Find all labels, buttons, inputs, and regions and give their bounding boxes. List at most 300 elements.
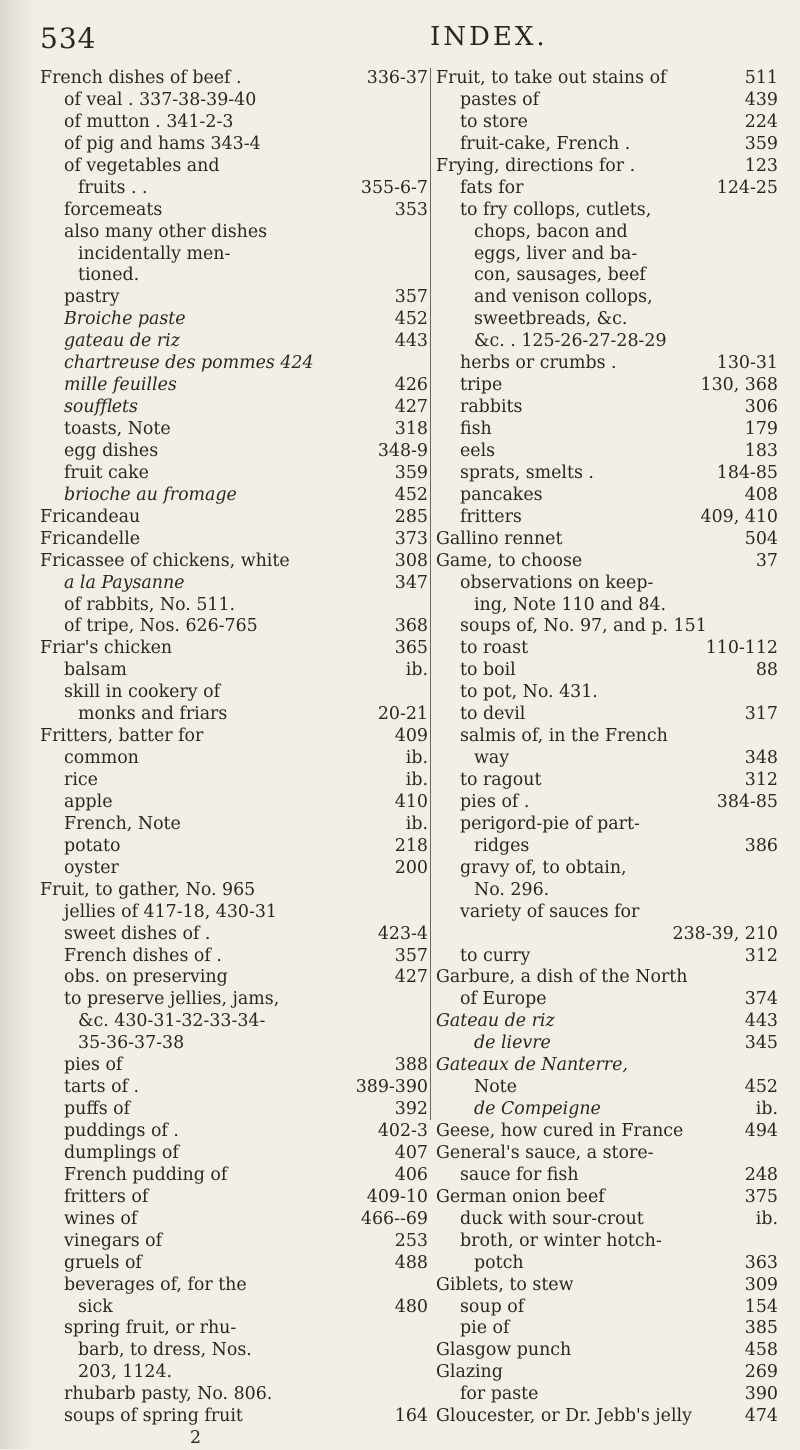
entry-text: &c. . 125-26-27-28-29 xyxy=(474,331,667,352)
entry-text: Fricandelle xyxy=(40,528,141,549)
entry-text: Note xyxy=(474,1077,517,1098)
index-entry xyxy=(436,1253,778,1275)
entry-text: eels xyxy=(460,440,496,461)
entry-text: gravy of, to obtain, xyxy=(460,857,627,878)
entry-text: &c. 430-31-32-33-34- xyxy=(78,1011,266,1032)
entry-text: fritters of xyxy=(64,1186,149,1207)
entry-page-ref: ib. xyxy=(405,770,428,790)
index-entry xyxy=(436,858,778,880)
index-entry xyxy=(436,902,778,924)
index-entry xyxy=(40,682,428,704)
index-entry xyxy=(40,792,428,814)
entry-page-ref: 504 xyxy=(744,528,778,549)
entry-page-ref: 427 xyxy=(394,967,428,988)
index-entry xyxy=(436,1143,778,1165)
index-entry xyxy=(436,1077,778,1099)
entry-text: soups of spring fruit xyxy=(64,1406,243,1427)
entry-text: jellies of 417-18, 430-31 xyxy=(64,901,278,922)
index-entry xyxy=(40,397,428,419)
entry-text: to pot, No. 431. xyxy=(460,682,598,703)
entry-text: chartreuse des pommes 424 xyxy=(64,353,314,374)
index-entry xyxy=(40,507,428,529)
entry-page-ref: 363 xyxy=(744,1252,778,1273)
index-entry xyxy=(436,1318,778,1340)
index-entry xyxy=(40,353,428,375)
index-entry xyxy=(436,946,778,968)
index-entry xyxy=(436,1406,778,1428)
entry-page-ref: 309 xyxy=(744,1274,778,1295)
entry-text: of pig and hams 343-4 xyxy=(64,133,261,154)
entry-page-ref: 443 xyxy=(744,1011,778,1032)
index-entry xyxy=(436,1297,778,1319)
entry-text: tripe xyxy=(460,375,503,396)
index-entry xyxy=(436,134,778,156)
entry-page-ref: 253 xyxy=(394,1230,428,1251)
entry-page-ref: 184-85 xyxy=(716,462,778,483)
index-entry xyxy=(436,463,778,485)
index-entry xyxy=(436,1055,778,1077)
entry-text: to ragout xyxy=(460,770,542,790)
entry-text: egg dishes xyxy=(64,440,159,461)
entry-text: pastes of xyxy=(460,89,540,110)
entry-text: for paste xyxy=(460,1384,539,1405)
index-entry xyxy=(40,1055,428,1077)
index-entry xyxy=(436,112,778,134)
index-entry xyxy=(436,375,778,397)
entry-page-ref: 423-4 xyxy=(377,923,428,944)
entry-text: mille feuilles xyxy=(64,375,177,396)
entry-text: obs. on preserving xyxy=(64,967,228,988)
entry-text: German onion beef xyxy=(436,1186,605,1207)
index-entry xyxy=(436,595,778,617)
index-entry xyxy=(40,989,428,1011)
entry-page-ref: 20-21 xyxy=(377,704,428,725)
entry-page-ref: ib. xyxy=(755,1099,778,1120)
entry-text: salmis of, in the French xyxy=(460,726,668,747)
entry-text: Gloucester, or Dr. Jebb's jelly xyxy=(436,1406,692,1427)
entry-page-ref: 408 xyxy=(744,484,778,505)
entry-text: tioned. xyxy=(78,265,140,286)
index-entry xyxy=(40,814,428,836)
index-entry xyxy=(40,419,428,441)
entry-page-ref: 355-6-7 xyxy=(360,177,428,198)
entry-page-ref: 130-31 xyxy=(716,353,778,374)
index-entry xyxy=(436,441,778,463)
index-entry xyxy=(40,1297,428,1319)
index-entry xyxy=(436,967,778,989)
entry-page-ref: 409, 410 xyxy=(700,506,778,527)
entry-text: fritters xyxy=(460,506,522,527)
entry-page-ref: 308 xyxy=(394,550,428,571)
entry-text: fish xyxy=(460,419,492,439)
index-entry xyxy=(436,1121,778,1143)
entry-text: Frying, directions for . xyxy=(436,155,636,176)
entry-page-ref: 410 xyxy=(394,791,428,812)
page-number: 534 xyxy=(40,22,97,55)
index-entry xyxy=(436,704,778,726)
entry-page-ref: 37 xyxy=(755,550,778,571)
entry-page-ref: 312 xyxy=(744,945,778,966)
column-divider xyxy=(430,68,431,1120)
entry-text: wines of xyxy=(64,1208,138,1229)
entry-text: to store xyxy=(460,111,528,132)
index-entry xyxy=(436,397,778,419)
index-entry xyxy=(40,1121,428,1143)
entry-page-ref: 348-9 xyxy=(377,440,428,461)
entry-text: of mutton . 341-2-3 xyxy=(64,111,234,132)
entry-page-ref: 317 xyxy=(744,704,778,725)
entry-text: monks and friars xyxy=(78,704,228,725)
entry-text: Glasgow punch xyxy=(436,1340,572,1361)
index-entry xyxy=(40,287,428,309)
entry-text: pies of xyxy=(64,1055,123,1076)
entry-text: French dishes of beef . xyxy=(40,68,242,88)
index-entry xyxy=(40,244,428,266)
entry-page-ref: 409 xyxy=(394,726,428,747)
index-entry xyxy=(436,924,778,946)
index-entry xyxy=(40,1406,428,1428)
entry-page-ref: 388 xyxy=(394,1055,428,1076)
entry-page-ref: 365 xyxy=(394,638,428,659)
entry-text: General's sauce, a store- xyxy=(436,1142,654,1163)
index-entry xyxy=(436,660,778,682)
entry-page-ref: 389-390 xyxy=(355,1077,428,1098)
entry-page-ref: 386 xyxy=(744,835,778,856)
index-entry xyxy=(40,836,428,858)
entry-text: of tripe, Nos. 626-765 xyxy=(64,616,258,637)
index-entry xyxy=(40,485,428,507)
entry-text: Game, to choose xyxy=(436,550,583,571)
entry-page-ref: 452 xyxy=(394,484,428,505)
entry-page-ref: 345 xyxy=(744,1033,778,1054)
index-entry xyxy=(40,573,428,595)
index-entry xyxy=(40,529,428,551)
index-entry xyxy=(40,1099,428,1121)
index-entry xyxy=(40,112,428,134)
entry-page-ref: 357 xyxy=(394,287,428,308)
entry-page-ref: 443 xyxy=(394,331,428,352)
entry-text: fruit-cake, French . xyxy=(460,133,631,154)
entry-text: variety of sauces for xyxy=(460,901,640,922)
entry-page-ref: 406 xyxy=(394,1164,428,1185)
index-entry xyxy=(40,90,428,112)
index-entry xyxy=(436,1340,778,1362)
index-entry xyxy=(436,178,778,200)
entry-text: eggs, liver and ba- xyxy=(474,243,638,264)
entry-text: gateau de riz xyxy=(64,331,180,352)
index-entry xyxy=(40,902,428,924)
entry-text: soup of xyxy=(460,1296,525,1317)
index-entry xyxy=(436,287,778,309)
index-entry xyxy=(40,68,428,90)
entry-page-ref: 357 xyxy=(394,945,428,966)
index-entry xyxy=(436,770,778,792)
entry-text: of veal . 337-38-39-40 xyxy=(64,89,257,110)
entry-page-ref: 474 xyxy=(744,1406,778,1427)
entry-text: ridges xyxy=(474,835,530,856)
index-entry xyxy=(40,1011,428,1033)
index-entry xyxy=(40,638,428,660)
index-entry xyxy=(436,244,778,266)
entry-text: to curry xyxy=(460,945,531,966)
page-edge-shadow xyxy=(0,0,36,1449)
entry-text: forcemeats xyxy=(64,199,163,220)
index-entry xyxy=(436,1384,778,1406)
index-entry xyxy=(436,573,778,595)
index-entry xyxy=(436,1033,778,1055)
entry-page-ref: 427 xyxy=(394,397,428,418)
index-entry xyxy=(40,200,428,222)
entry-text: toasts, Note xyxy=(64,419,171,439)
index-entry xyxy=(436,485,778,507)
entry-text: pancakes xyxy=(460,484,543,505)
index-entry xyxy=(436,1165,778,1187)
entry-text: potato xyxy=(64,835,121,856)
entry-text: oyster xyxy=(64,857,119,878)
entry-text: Fritters, batter for xyxy=(40,726,204,747)
entry-text: duck with sour-crout xyxy=(460,1208,644,1229)
entry-text: dumplings of xyxy=(64,1142,179,1163)
entry-text: herbs or crumbs . xyxy=(460,353,617,374)
index-column-right xyxy=(436,68,778,1428)
index-entry xyxy=(40,375,428,397)
index-entry xyxy=(40,1143,428,1165)
index-entry xyxy=(436,353,778,375)
index-entry xyxy=(436,836,778,858)
index-entry xyxy=(40,880,428,902)
entry-page-ref: 452 xyxy=(394,309,428,330)
entry-page-ref: 124-25 xyxy=(716,177,778,198)
entry-page-ref: 164 xyxy=(394,1406,428,1427)
index-entry xyxy=(40,595,428,617)
entry-text: brioche au fromage xyxy=(64,484,237,505)
entry-text: fats for xyxy=(460,177,524,198)
entry-text: 2 xyxy=(190,1428,202,1449)
entry-page-ref: 269 xyxy=(744,1362,778,1383)
index-entry xyxy=(40,1275,428,1297)
entry-page-ref: 466--69 xyxy=(360,1208,428,1229)
entry-text: Giblets, to stew xyxy=(436,1274,574,1295)
index-entry xyxy=(40,1340,428,1362)
index-entry xyxy=(436,1231,778,1253)
entry-text: sick xyxy=(78,1296,113,1317)
entry-text: to preserve jellies, jams, xyxy=(64,989,280,1010)
index-entry xyxy=(40,1231,428,1253)
entry-text: and venison collops, xyxy=(474,287,653,308)
index-entry xyxy=(40,156,428,178)
entry-text: of rabbits, No. 511. xyxy=(64,594,236,615)
index-entry xyxy=(40,331,428,353)
entry-page-ref: 480 xyxy=(394,1296,428,1317)
entry-page-ref: 183 xyxy=(744,440,778,461)
entry-text: ing, Note 110 and 84. xyxy=(474,594,667,615)
entry-text: French dishes of . xyxy=(64,945,222,966)
entry-text: de lievre xyxy=(474,1033,551,1054)
index-entry xyxy=(436,1187,778,1209)
index-entry xyxy=(40,1077,428,1099)
entry-text: skill in cookery of xyxy=(64,682,221,703)
entry-page-ref: 452 xyxy=(744,1077,778,1098)
entry-page-ref: 179 xyxy=(744,419,778,439)
entry-text: apple xyxy=(64,791,113,812)
index-entry xyxy=(40,1428,428,1450)
entry-text: fruit cake xyxy=(64,462,149,483)
running-head: INDEX. xyxy=(430,22,548,52)
entry-text: barb, to dress, Nos. xyxy=(78,1340,252,1361)
index-entry xyxy=(436,200,778,222)
index-entry xyxy=(40,463,428,485)
index-entry xyxy=(436,507,778,529)
entry-text: Glazing xyxy=(436,1362,503,1383)
entry-text: rice xyxy=(64,770,98,790)
index-entry xyxy=(436,616,778,638)
entry-page-ref: 359 xyxy=(744,133,778,154)
entry-text: a la Paysanne xyxy=(64,572,185,593)
entry-page-ref: 336-37 xyxy=(366,68,428,88)
index-entry xyxy=(436,265,778,287)
entry-page-ref: 375 xyxy=(744,1186,778,1207)
index-entry xyxy=(436,309,778,331)
entry-text: common xyxy=(64,748,139,769)
index-entry xyxy=(436,726,778,748)
index-entry xyxy=(40,551,428,573)
entry-page-ref: 458 xyxy=(744,1340,778,1361)
entry-page-ref: ib. xyxy=(405,748,428,769)
entry-page-ref: 407 xyxy=(394,1142,428,1163)
index-entry xyxy=(40,1253,428,1275)
entry-page-ref: 409-10 xyxy=(366,1186,428,1207)
entry-page-ref: 248 xyxy=(744,1164,778,1185)
entry-text: 203, 1124. xyxy=(78,1362,173,1383)
index-entry xyxy=(40,967,428,989)
index-entry xyxy=(40,660,428,682)
entry-text: balsam xyxy=(64,660,127,681)
index-entry xyxy=(40,1384,428,1406)
entry-text: Gallino rennet xyxy=(436,528,563,549)
index-entry xyxy=(40,1209,428,1231)
index-entry xyxy=(40,748,428,770)
entry-page-ref: 392 xyxy=(394,1099,428,1120)
entry-text: Fruit, to take out stains of xyxy=(436,68,667,88)
entry-text: Broiche paste xyxy=(64,309,186,330)
index-entry xyxy=(40,616,428,638)
entry-text: soufflets xyxy=(64,397,138,418)
entry-page-ref: 312 xyxy=(744,770,778,790)
entry-text: Gateau de riz xyxy=(436,1011,555,1032)
index-entry xyxy=(436,1011,778,1033)
entry-page-ref: 200 xyxy=(394,857,428,878)
entry-text: Fruit, to gather, No. 965 xyxy=(40,879,256,900)
entry-page-ref: ib. xyxy=(755,1208,778,1229)
index-entry xyxy=(436,419,778,441)
entry-text: pie of xyxy=(460,1318,510,1339)
index-entry xyxy=(436,551,778,573)
entry-text: fruits . . xyxy=(78,177,148,198)
entry-text: puddings of . xyxy=(64,1121,179,1141)
entry-text: perigord-pie of part- xyxy=(460,813,640,834)
index-entry xyxy=(436,814,778,836)
index-entry xyxy=(436,880,778,902)
index-entry xyxy=(436,748,778,770)
entry-text: sprats, smelts . xyxy=(460,462,594,483)
entry-page-ref: 511 xyxy=(744,68,778,88)
index-entry xyxy=(436,1362,778,1384)
entry-text: sweet dishes of . xyxy=(64,923,211,944)
entry-text: beverages of, for the xyxy=(64,1274,247,1295)
entry-page-ref: 368 xyxy=(394,616,428,637)
index-entry xyxy=(40,222,428,244)
index-entry xyxy=(40,178,428,200)
entry-text: way xyxy=(474,748,510,769)
entry-page-ref: 306 xyxy=(744,397,778,418)
index-entry xyxy=(40,946,428,968)
entry-text: 35-36-37-38 xyxy=(78,1033,185,1054)
entry-page-ref: 384-85 xyxy=(716,791,778,812)
entry-text: to roast xyxy=(460,638,529,659)
entry-text: French, Note xyxy=(64,813,181,834)
entry-page-ref: 494 xyxy=(744,1121,778,1141)
index-entry xyxy=(436,1099,778,1121)
entry-text: chops, bacon and xyxy=(474,221,628,242)
entry-text: rhubarb pasty, No. 806. xyxy=(64,1384,273,1405)
index-entry xyxy=(436,68,778,90)
entry-text: Geese, how cured in France xyxy=(436,1121,684,1141)
entry-text: broth, or winter hotch- xyxy=(460,1230,662,1251)
entry-text: soups of, No. 97, and p. 151 xyxy=(460,616,707,637)
index-entry xyxy=(40,309,428,331)
entry-text: con, sausages, beef xyxy=(474,265,646,286)
index-entry xyxy=(436,989,778,1011)
index-entry xyxy=(40,858,428,880)
entry-text: puffs of xyxy=(64,1099,131,1120)
entry-page-ref: 359 xyxy=(394,462,428,483)
entry-text: Fricandeau xyxy=(40,506,141,527)
entry-page-ref: 123 xyxy=(744,155,778,176)
entry-text: pies of . xyxy=(460,791,530,812)
entry-page-ref: 488 xyxy=(394,1252,428,1273)
entry-page-ref: 373 xyxy=(394,528,428,549)
entry-page-ref: 374 xyxy=(744,989,778,1010)
entry-text: French pudding of xyxy=(64,1164,228,1185)
index-entry xyxy=(40,1362,428,1384)
entry-text: potch xyxy=(474,1252,524,1273)
entry-page-ref: 285 xyxy=(394,506,428,527)
index-entry xyxy=(40,924,428,946)
entry-text: Friar's chicken xyxy=(40,638,173,659)
index-entry xyxy=(40,704,428,726)
index-entry xyxy=(436,222,778,244)
entry-page-ref: 218 xyxy=(394,835,428,856)
index-entry xyxy=(436,1209,778,1231)
entry-page-ref: 347 xyxy=(394,572,428,593)
index-entry xyxy=(40,1318,428,1340)
index-entry xyxy=(40,265,428,287)
entry-text: tarts of . xyxy=(64,1077,140,1098)
entry-text: pastry xyxy=(64,287,120,308)
index-column-left xyxy=(40,68,428,1450)
index-entry xyxy=(436,156,778,178)
entry-text: of Europe xyxy=(460,989,547,1010)
entry-page-ref: 130, 368 xyxy=(700,375,778,396)
entry-page-ref: 110-112 xyxy=(705,638,778,659)
entry-page-ref: 88 xyxy=(755,660,778,681)
entry-text: rabbits xyxy=(460,397,523,418)
entry-text: sauce for fish xyxy=(460,1164,579,1185)
index-entry xyxy=(40,770,428,792)
index-entry xyxy=(40,134,428,156)
entry-page-ref: 439 xyxy=(744,89,778,110)
entry-page-ref: 318 xyxy=(394,419,428,439)
